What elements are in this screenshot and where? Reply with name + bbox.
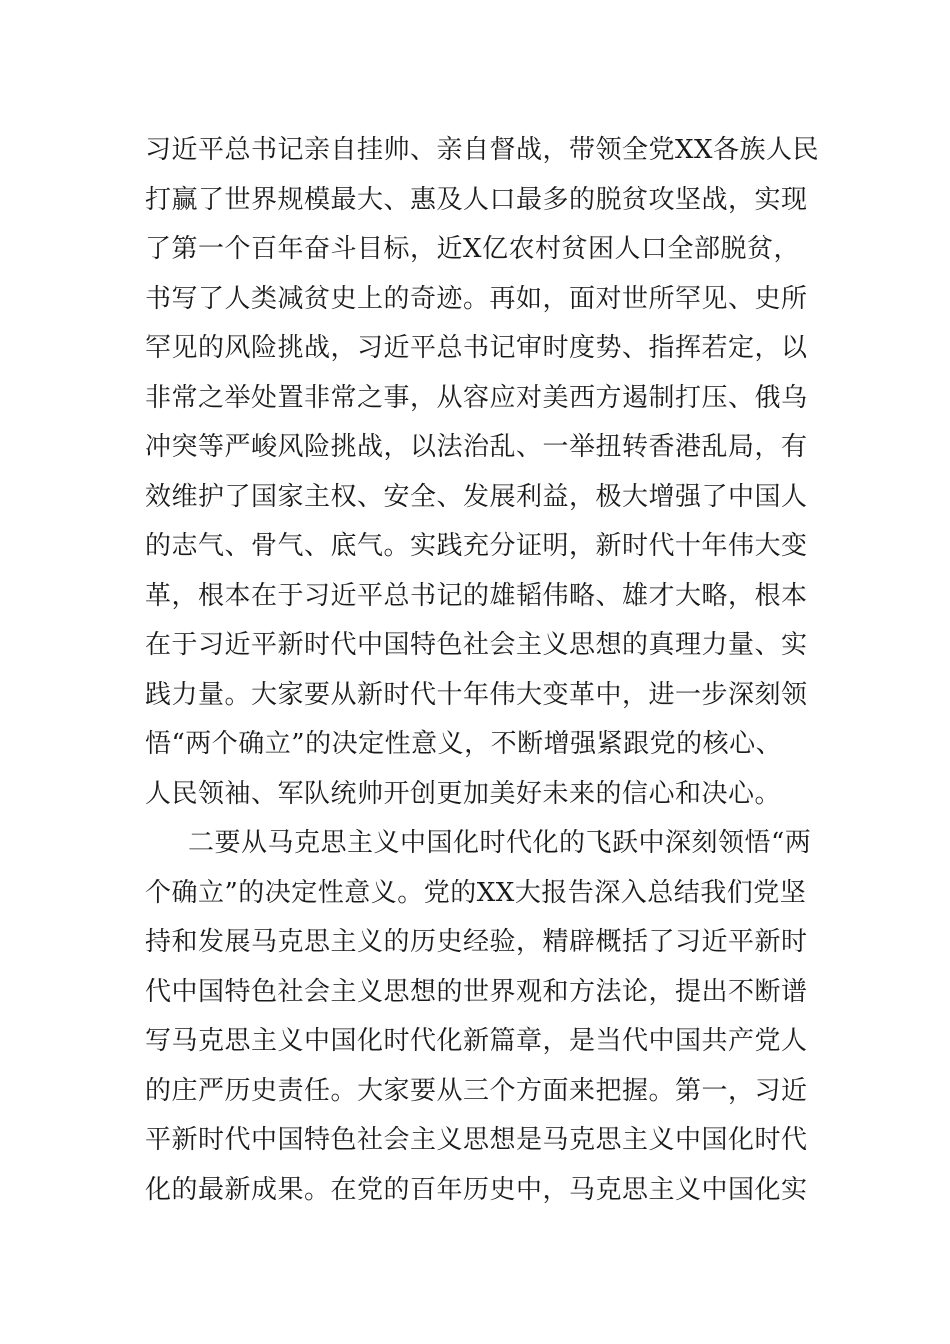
text-line: 效维护了国家主权、安全、发展利益，极大增强了中国人 xyxy=(145,481,808,512)
text-line: 非常之举处置非常之事，从容应对美西方遏制打压、俄乌 xyxy=(145,382,808,413)
text-line: 冲突等严峻风险挑战，以法治乱、一举扭转香港乱局，有 xyxy=(145,432,808,462)
paragraph-first-line: 二要从马克思主义中国化时代化的飞跃中深刻领悟“两 xyxy=(188,828,812,858)
text-line: 代中国特色社会主义思想的世界观和方法论，提出不断谱 xyxy=(145,976,808,1007)
text-line: 了第一个百年奋斗目标，近X亿农村贫困人口全部脱贫， xyxy=(145,234,801,264)
text-line: 悟“两个确立”的决定性意义，不断增强紧跟党的核心、 xyxy=(145,729,783,759)
text-line: 人民领袖、军队统帅开创更加美好未来的信心和决心。 xyxy=(145,778,782,809)
text-line: 书写了人类减贫史上的奇迹。再如，面对世所罕见、史所 xyxy=(145,283,808,314)
text-line: 在于习近平新时代中国特色社会主义思想的真理力量、实 xyxy=(145,630,808,660)
text-line: 的志气、骨气、底气。实践充分证明，新时代十年伟大变 xyxy=(145,531,808,561)
text-line: 的庄严历史责任。大家要从三个方面来把握。第一，习近 xyxy=(145,1075,808,1106)
text-line: 化的最新成果。在党的百年历史中，马克思主义中国化实 xyxy=(145,1174,808,1205)
text-line: 罕见的风险挑战，习近平总书记审时度势、指挥若定，以 xyxy=(145,333,808,363)
text-line: 践力量。大家要从新时代十年伟大变革中，进一步深刻领 xyxy=(145,679,808,710)
body-text xyxy=(145,126,820,1215)
text-line: 个确立”的决定性意义。党的XX大报告深入总结我们党坚 xyxy=(145,877,807,908)
text-line: 持和发展马克思主义的历史经验，精辟概括了习近平新时 xyxy=(145,927,808,957)
text-line: 革，根本在于习近平总书记的雄韬伟略、雄才大略，根本 xyxy=(145,580,808,611)
text-line: 习近平总书记亲自挂帅、亲自督战，带领全党XX各族人民 xyxy=(145,135,820,165)
text-line: 平新时代中国特色社会主义思想是马克思主义中国化时代 xyxy=(145,1125,808,1155)
text-line: 写马克思主义中国化时代化新篇章，是当代中国共产党人 xyxy=(145,1026,808,1056)
text-line: 打赢了世界规模最大、惠及人口最多的脱贫攻坚战，实现 xyxy=(145,184,808,215)
